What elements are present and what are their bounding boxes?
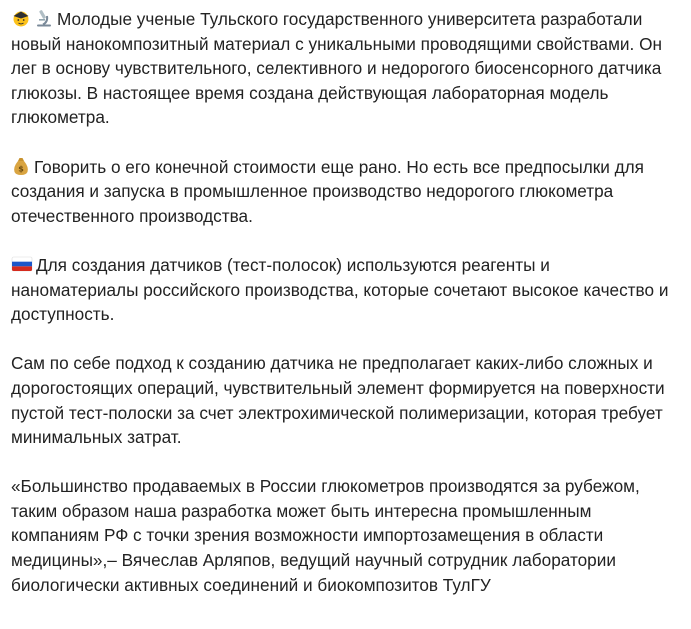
post-paragraph-1 (11, 7, 681, 130)
microscope-emoji-icon (34, 8, 54, 28)
student-emoji-icon (11, 8, 31, 28)
russia-flag-emoji-icon (11, 254, 33, 274)
paragraph-text: Сам по себе подход к созданию датчика не предполагает каких-либо сложных и дорогостоящих операций, чувствительный элемент формируется на поверхности пустой тест-полоски за счет электрохимической полимеризации, которая требует минимальных затрат. (11, 353, 665, 448)
svg-text:$: $ (18, 164, 24, 174)
post-paragraph-5 (11, 474, 681, 597)
paragraph-text: Говорить о его конечной стоимости еще рано. Но есть все предпосылки для создания и запуска в промышленное производство недорогого глюкометра отечественного производства. (11, 156, 644, 226)
post-paragraph-4 (11, 351, 681, 449)
paragraph-text: Для создания датчиков (тест-полосок) используются реагенты и наноматериалы российского производства, которые сочетают высокое качество и доступность. (11, 254, 669, 325)
money-bag-emoji-icon (11, 156, 31, 176)
post-paragraph-3 (11, 253, 681, 327)
paragraph-text: «Большинство продаваемых в России глюкометров производятся за рубежом, таким образом наша разработка может быть интересна промышленным компаниям РФ с точки зрения возможности импортозамещения в области медицины»,– Вячеслав Арляпов, ведущий научный сотрудник лаборатории биологически активных соединений и биокомпозитов ТулГУ (11, 476, 640, 595)
paragraph-text: Молодые ученые Тульского государственного университета разработали новый нанокомпозитный материал с уникальными проводящими свойствами. Он лег в основу чувствительного, селективного и недорогого биосенсорного датчика глюкозы. В настоящее время создана действующая лабораторная модель глюкометра. (11, 9, 662, 128)
post-paragraph-2 (11, 155, 681, 229)
